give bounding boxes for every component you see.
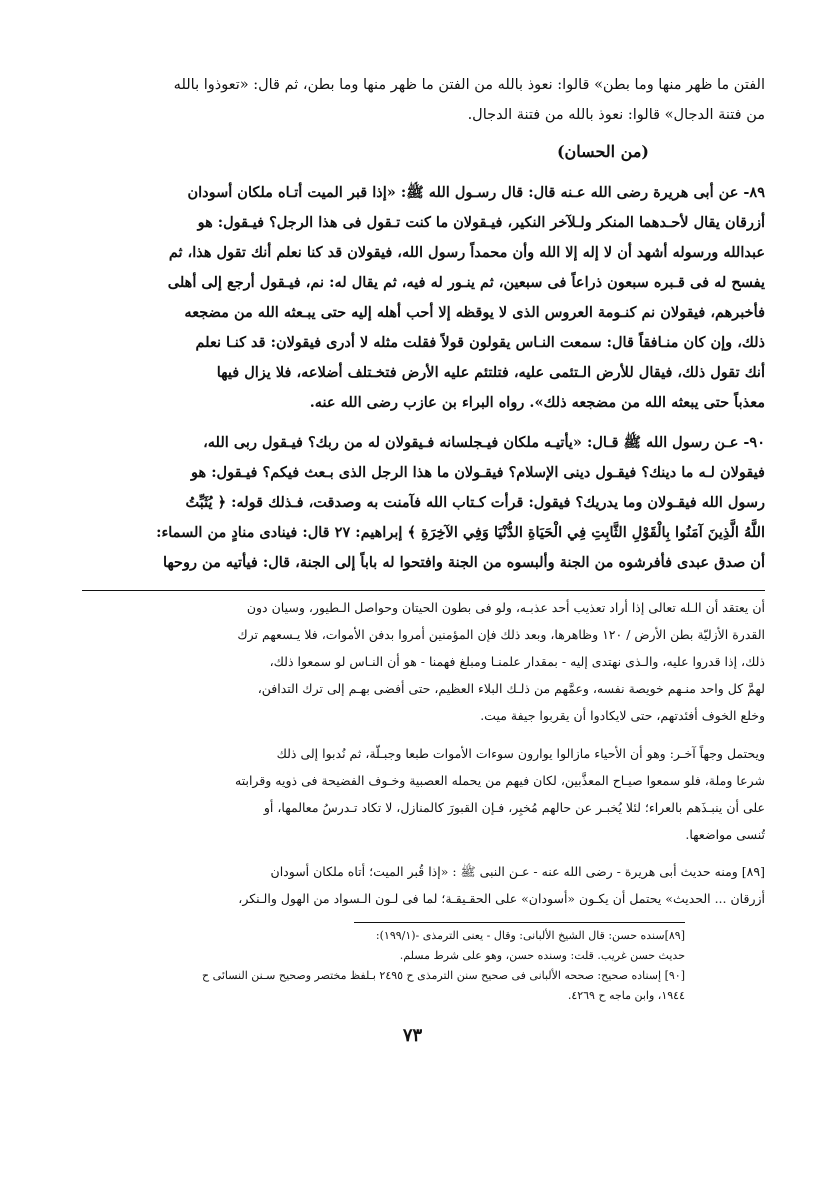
text-line: وخلع الخوف أفئدتهم، حتى لايكادوا أن يقربوا جيفة ميت. <box>480 708 765 723</box>
text-line: الفتن ما ظهر منها وما بطن» قالوا: نعوذ بالله من الفتن ما ظهر منها وما بطن، ثم قال: «تعوذوا بالله <box>173 77 765 93</box>
commentary-paragraph-3 <box>82 858 765 912</box>
page-number: ٧٣ <box>402 1025 423 1046</box>
text-line: شرعا وملة، فلو سمعوا صيـاح المعذَّبين، لكان فيهم من يحمله العصبية وخـوف الفضيحة فى ذويه وقرابته <box>235 773 765 788</box>
text-line: ٩٠- عـن رسول الله ﷺ قـال: «يأتيـه ملكان فيـجلسانه فـيقولان له من ربك؟ فيـقول ربى الله، <box>203 434 765 451</box>
text-line: من فتنة الدجال» قالوا: نعوذ بالله من فتنة الدجال. <box>467 107 765 123</box>
intro-paragraph <box>82 70 765 130</box>
hadith-90 <box>82 428 765 578</box>
text-line: على أن ينبـذَهم بالعراء؛ لئلا يُخبـر عن حالهم مُخبِر، فـإن القبورَ كالمنازل، لا تكاد تـدرسُ معالمها، أو <box>263 800 765 815</box>
text-line: لهمَّ كل واحد منـهم خويصة نفسه، وعمَّهم من ذلـك البلاء العظيم، حتى أفضى بهـم إلى ترك التدافن، <box>257 681 765 696</box>
text-line: ذلك، إذا قدروا عليه، والـذى نهتدى إليه - بمقدار علمنـا ومبلغ فهمنا - هو أن النـاس لو سمعوا ذلك، <box>269 654 765 669</box>
footnotes <box>90 926 685 1006</box>
text-line: تُنسى مواضعها. <box>685 827 765 842</box>
text-line: أزرقان ... الحديث» يحتمل أن يكـون «أسودان» على الحقـيقـة؛ لما فى لـون الـسواد من الهول والـنكر، <box>238 891 765 906</box>
text-line: أزرقان يقال لأحـدهما المنكر ولـلآخر النكير، فيـقولان ما كنت تـقول فى هذا الرجل؟ فيـقول: هو <box>197 214 765 231</box>
text-line: أن يعتقد أن الـله تعالى إذا أراد تعذيب أحد عذبـه، ولو فى بطون الحيتان وحواصل الـطيور، وسيان دون <box>246 600 765 615</box>
text-line: اللَّهُ الَّذِينَ آمَنُوا بِالْقَوْلِ الثَّابِتِ فِي الْحَيَاةِ الدُّنْيَا وَفِي الآخِرَةِ ﴾ إبراهيم: ٢٧ قال: فينادى منادٍ من السماء: <box>156 524 765 541</box>
text-line: ٨٩- عن أبى هريرة رضى الله عـنه قال: قال رسـول الله ﷺ: «إذا قبر الميت أتـاه ملكان أسودان <box>187 184 765 201</box>
text-line: عبدالله ورسوله أشهد أن لا إله إلا الله وأن محمداً رسول الله، فيقولان قد كنا نعلم أنك تقول هذا، ثم <box>168 244 765 261</box>
footnote-line: ١٩٤٤، وابن ماجه ح ٤٢٦٩. <box>567 989 685 1002</box>
footnote-divider <box>354 922 685 923</box>
text-line: ذلك، وإن كان منـافقاً قال: سمعت النـاس يقولون قولاً فقلت مثله لا أدرى فيقولان: قد كنـا نعلم <box>195 334 765 351</box>
text-line: رسول الله فيقـولان وما يدريك؟ فيقول: قرأت كـتاب الله فآمنت به وصدقت، فـذلك قوله: ﴿ يُثَبِّتُ <box>185 494 765 511</box>
commentary-paragraph-2 <box>82 740 765 848</box>
hadith-89 <box>82 178 765 418</box>
commentary-divider <box>82 590 765 591</box>
text-line: فيقولان لـه ما دينك؟ فيقـول دينى الإسلام؟ فيقـولان ما هذا الرجل الذى بـعث فيكم؟ فيـقول: هو <box>191 464 765 481</box>
commentary-paragraph-1 <box>82 594 765 729</box>
text-line: القدرة الأزليّة بطن الأرض / ١٢٠ وظاهرها، وبعد ذلك فإن المؤمنين أمروا بدفن الأموات، فلا يـسعهم ترك <box>237 627 765 642</box>
footnote-line: حديث حسن غريب. قلت: وسنده حسن، وهو على شرط مسلم. <box>399 949 685 962</box>
text-line: معذباً حتى يبعثه الله من مضجعه ذلك». رواه البراء بن عازب رضى الله عنه. <box>309 394 765 411</box>
text-line: فأخبرهم، فيقولان نم كنـومة العروس الذى لا يوقظه إلا أحب أهله إليه حتى يبـعثه الله من مضجعه <box>184 304 765 321</box>
text-line: ويحتمل وجهاً آخـر: وهو أن الأحياء مازالوا يوارون سوءات الأموات طبعا وجبـلّة، ثم نُدبوا إلى ذلك <box>276 746 765 761</box>
section-heading: (من الحسان) <box>556 142 649 161</box>
text-line: أن صدق عبدى فأفرشوه من الجنة وألبسوه من الجنة وافتحوا له باباً إلى الجنة، قال: فيأتيه من روحها <box>162 554 765 571</box>
text-line: [٨٩] ومنه حديث أبى هريرة - رضى الله عنه - عـن النبى ﷺ : «إذا قُبر الميت؛ أتاه ملكان أسودان <box>270 864 765 879</box>
footnote-line: [٩٠] إسناده صحيح: صححه الألبانى فى صحيح سنن الترمذى ح ٢٤٩٥ بـلفظ مختصر وصحيح سـنن النسائى ح <box>202 969 685 982</box>
text-line: أنك تقول ذلك، فيقال للأرض الـتئمى عليه، فتلتئم عليه الأرض فتخـتلف أضلاعه، فلا يزال فيها <box>216 364 765 381</box>
text-line: يفسح له فى قـبره سبعون ذراعاً فى سبعين، ثم ينـور له فيه، ثم يقال له: نم، فيـقول أرجع إلى أهلى <box>167 274 765 291</box>
footnote-line: [٨٩]سنده حسن: قال الشيخ الألبانى: وقال - يعنى الترمذى -(١٩٩/١): <box>375 929 685 942</box>
